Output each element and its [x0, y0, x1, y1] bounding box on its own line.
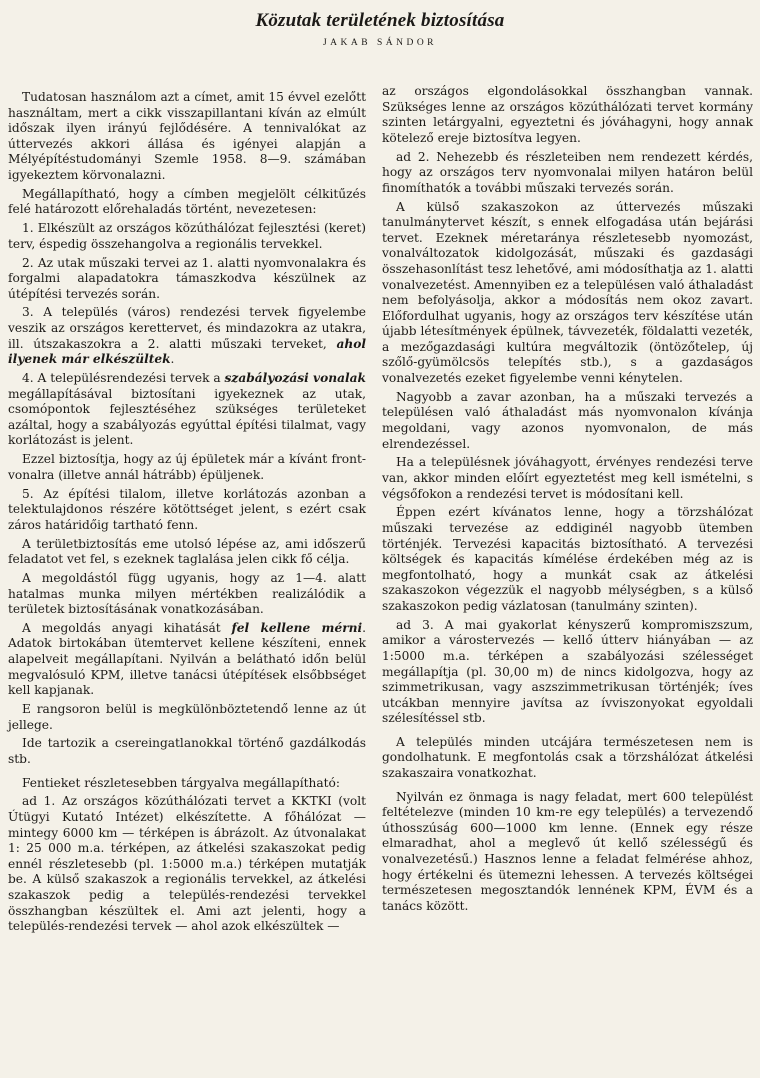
paragraph-text: A megoldás anyagi kihatását	[22, 620, 232, 635]
paragraph-text: A megoldástól függ ugyanis, hogy az 1—4. alatt hatalmas munka milyen mértékben realizálódik a területek biztosításának vonatkozásában.	[8, 570, 366, 617]
paragraph	[8, 702, 366, 733]
paragraph-text: 5. Az építési tilalom, illetve korlátozás azonban a telektulajdonos részére kötöttséget jelent, s ezért csak záros határidőig tartható fenn.	[8, 486, 366, 532]
paragraph-text: Nyilván ez önmaga is nagy feladat, mert 600 települést feltételezve (minden 10 km-re egy település) a tervezendő úthosszúság 600—1000 km lenne. (Ennek egy része elmaradhat, ahol a meglevő út kellő szélességű és vonalvezetésű.) Hasznos lenne a feladat felmérése ahhoz, hogy értékelni és ütemezni lehessen. A tervezés költségei természetesen megosztandók lennének KPM, ÉVM és a tanács között.	[382, 789, 753, 913]
paragraph	[382, 790, 753, 915]
paragraph	[8, 621, 366, 699]
paragraph	[382, 84, 753, 146]
article-title: Közutak területének biztosítása	[255, 10, 505, 31]
right-column	[382, 84, 753, 918]
paragraph-text: A külső szakaszokon az úttervezés műszaki tanulmánytervet készít, s ennek elfogadása után bejárási tervet. Ezeknek méretaránya részletesebb nyomozást, vonalváltozatok kidolgozását, műszaki és gazdasági összehasonlítást tesz lehetővé, ami módosíthatja az 1. alatti vonalvezetést. Amennyiben ez a településen való áthaladást nem befolyásolja, akkor a módosítás nem okoz zavart. Előfordulhat ugyanis, hogy az országos terv készítése után újabb létesítmények épülnek, távvezeték, földalatti vezeték, a mezőgazdasági kultúra megváltozik (öntözőtelep, új szőlő-gyümölcsös telepítés stb.), s a gazdaságos vonalvezetés ezeket figyelembe venni kénytelen.	[382, 199, 753, 386]
paragraph	[382, 390, 753, 452]
paragraph	[8, 736, 366, 767]
paragraph-text: Megállapítható, hogy a címben megjelölt célkitűzés felé határozott előrehaladás történt, nevezetesen:	[8, 186, 366, 217]
paragraph-text: Nagyobb a zavar azonban, ha a műszaki tervezés a településen való áthaladást más nyomvonalon kívánja megoldani, vagy azonos nyomvonalon, de más elrendezéssel.	[382, 389, 753, 451]
paragraph	[8, 487, 366, 534]
paragraph	[8, 776, 366, 792]
paragraph-text: ad 3. A mai gyakorlat kényszerű kompromiszszum, amikor a várostervezés — kellő útterv hiányában — az 1:5000 m.a. térképen a szabályozási szélességet megállapítja (pl. 30,00 m) de nincs kidolgozva, hogy az szimmetrikusan, vagy aszszimmetrikusan történjék; íves utcákban mennyire javítsa az ívviszonyokat egyoldali szélesítéssel stb.	[382, 617, 753, 726]
paragraph	[382, 150, 753, 197]
emphasis-text: fel kellene mérni	[231, 620, 363, 635]
paragraph	[382, 200, 753, 387]
paragraph	[8, 256, 366, 303]
paragraph	[8, 371, 366, 449]
emphasis-text: szabályozási vonalak	[224, 371, 366, 386]
paragraph-text: A területbiztosítás eme utolsó lépése az, ami időszerű feladatot vet fel, s ezeknek taglalása jelen cikk fő célja.	[8, 536, 366, 567]
paragraph-text: megállapításával biztosítani igyekeznek az utak, csomópontok fejlesztéséhez szükséges területeket azáltal, hogy a szabályozás egyúttal építési tilalmat, vagy korlátozást is jelent.	[8, 386, 366, 448]
paragraph-text: . Adatok birtokában ütemtervet kellene készíteni, ennek alapelveit megállapítani. Nyilván a belátható időn belül megvalósuló KPM, illetve tanácsi útépítések elsőbbséget kell kapjanak.	[8, 620, 366, 698]
paragraph	[8, 221, 366, 252]
paragraph	[8, 571, 366, 618]
paragraph-text: Ezzel biztosítja, hogy az új épületek már a kívánt front-vonalra (illetve annál hátrább) épüljenek.	[8, 452, 366, 482]
emphasis-text: ahol ilyenek már elkészültek	[8, 336, 366, 367]
paragraph-text: Éppen ezért kívánatos lenne, hogy a törzshálózat műszaki tervezése az eddiginél nagyobb ütemben történjék. Tervezési kapacitás biztosítható. A tervezési költségek és kapacitás kímélése érdekében még az is megfontolható, hogy a munkát csak az átkelési szakaszokon végezzük el nagyobb mélységben, s a külső szakaszokon pedig vázlatosan (tanulmány szinten).	[382, 505, 753, 613]
paragraph-text: 1. Elkészült az országos közúthálózat fejlesztési (keret) terv, éspedig összehangolva a regionális tervekkel.	[8, 221, 366, 251]
paragraph	[8, 452, 366, 483]
left-column	[8, 90, 366, 938]
paragraph-text: az országos elgondolásokkal összhangban vannak. Szükséges lenne az országos közúthálózati tervet kormány szinten letárgyalni, egyeztetni és jóváhagyni, hogy annak kötelező ereje biztosítva legyen.	[382, 84, 753, 145]
paragraph	[382, 455, 753, 502]
paragraph	[382, 618, 753, 727]
paragraph-text: Fentieket részletesebben tárgyalva megállapítható:	[22, 775, 340, 790]
paragraph	[8, 537, 366, 568]
article-author: JAKAB SÁNDOR	[322, 38, 438, 48]
paragraph	[382, 735, 753, 782]
paragraph-text: 4. A településrendezési tervek a	[22, 371, 225, 386]
paragraph-text: .	[170, 352, 175, 367]
paragraph	[8, 90, 366, 184]
paragraph	[8, 187, 366, 218]
paragraph	[8, 305, 366, 367]
paragraph-text: 2. Az utak műszaki tervei az 1. alatti nyomvonalakra és forgalmi alapadatokra támaszkodva készülnek az útépítési tervezés során.	[8, 255, 366, 301]
paragraph	[382, 505, 753, 614]
paragraph-text: Tudatosan használom azt a címet, amit 15 évvel ezelőtt használtam, mert a cikk visszapillantani kíván az elmúlt időszak ilyen irányú fejlődésére. A tennivalókat az úttervezés akkori állása és igényei alapján a Mélyépítéstudományi Szemle 1958. 8—9. számában igyekeztem körvonalazni.	[8, 90, 366, 182]
paragraph-text: ad 1. Az országos közúthálózati tervet a KKTKI (volt Útügyi Kutató Intézet) elkészítette. A főhálózat — mintegy 6000 km — térképen is ábrázolt. Az útvonalakat 1: 25 000 m.a. térképen, az átkelési szakaszokat pedig ennél részletesebb (pl. 1:5000 m.a.) térképen mutatják be. A külső szakaszok a regionális tervekkel, az átkelési szakaszok pedig a település-rendezési tervekkel összhangban készültek el. Ami azt jelenti, hogy a település-rendezési tervek — ahol azok elkészültek —	[8, 794, 366, 934]
paragraph-text: 3. A település (város) rendezési tervek figyelembe veszik az országos kerettervet, és mindazokra az utakra, ill. útszakaszokra a 2. alatti műszaki terveket,	[8, 305, 366, 351]
paragraph-text: Ha a településnek jóváhagyott, érvényes rendezési terve van, akkor minden előírt egyeztetést meg kell ismételni, s végsőfokon a rendezési tervet is módosítani kell.	[382, 455, 753, 501]
paragraph-text: A település minden utcájára természetesen nem is gondolhatunk. E megfontolás csak a törzshálózat átkelési szakaszaira vonatkozhat.	[382, 734, 753, 781]
paragraph-text: ad 2. Nehezebb és részleteiben nem rendezett kérdés, hogy az országos terv nyomvonalai milyen határon belül finomíthatók a további műszaki tervezés során.	[382, 149, 753, 195]
paragraph-text: Ide tartozik a csereingatlanokkal történő gazdálkodás stb.	[8, 736, 366, 766]
paragraph-text: E rangsoron belül is megkülönböztetendő lenne az út jellege.	[8, 702, 366, 732]
paragraph	[8, 794, 366, 934]
